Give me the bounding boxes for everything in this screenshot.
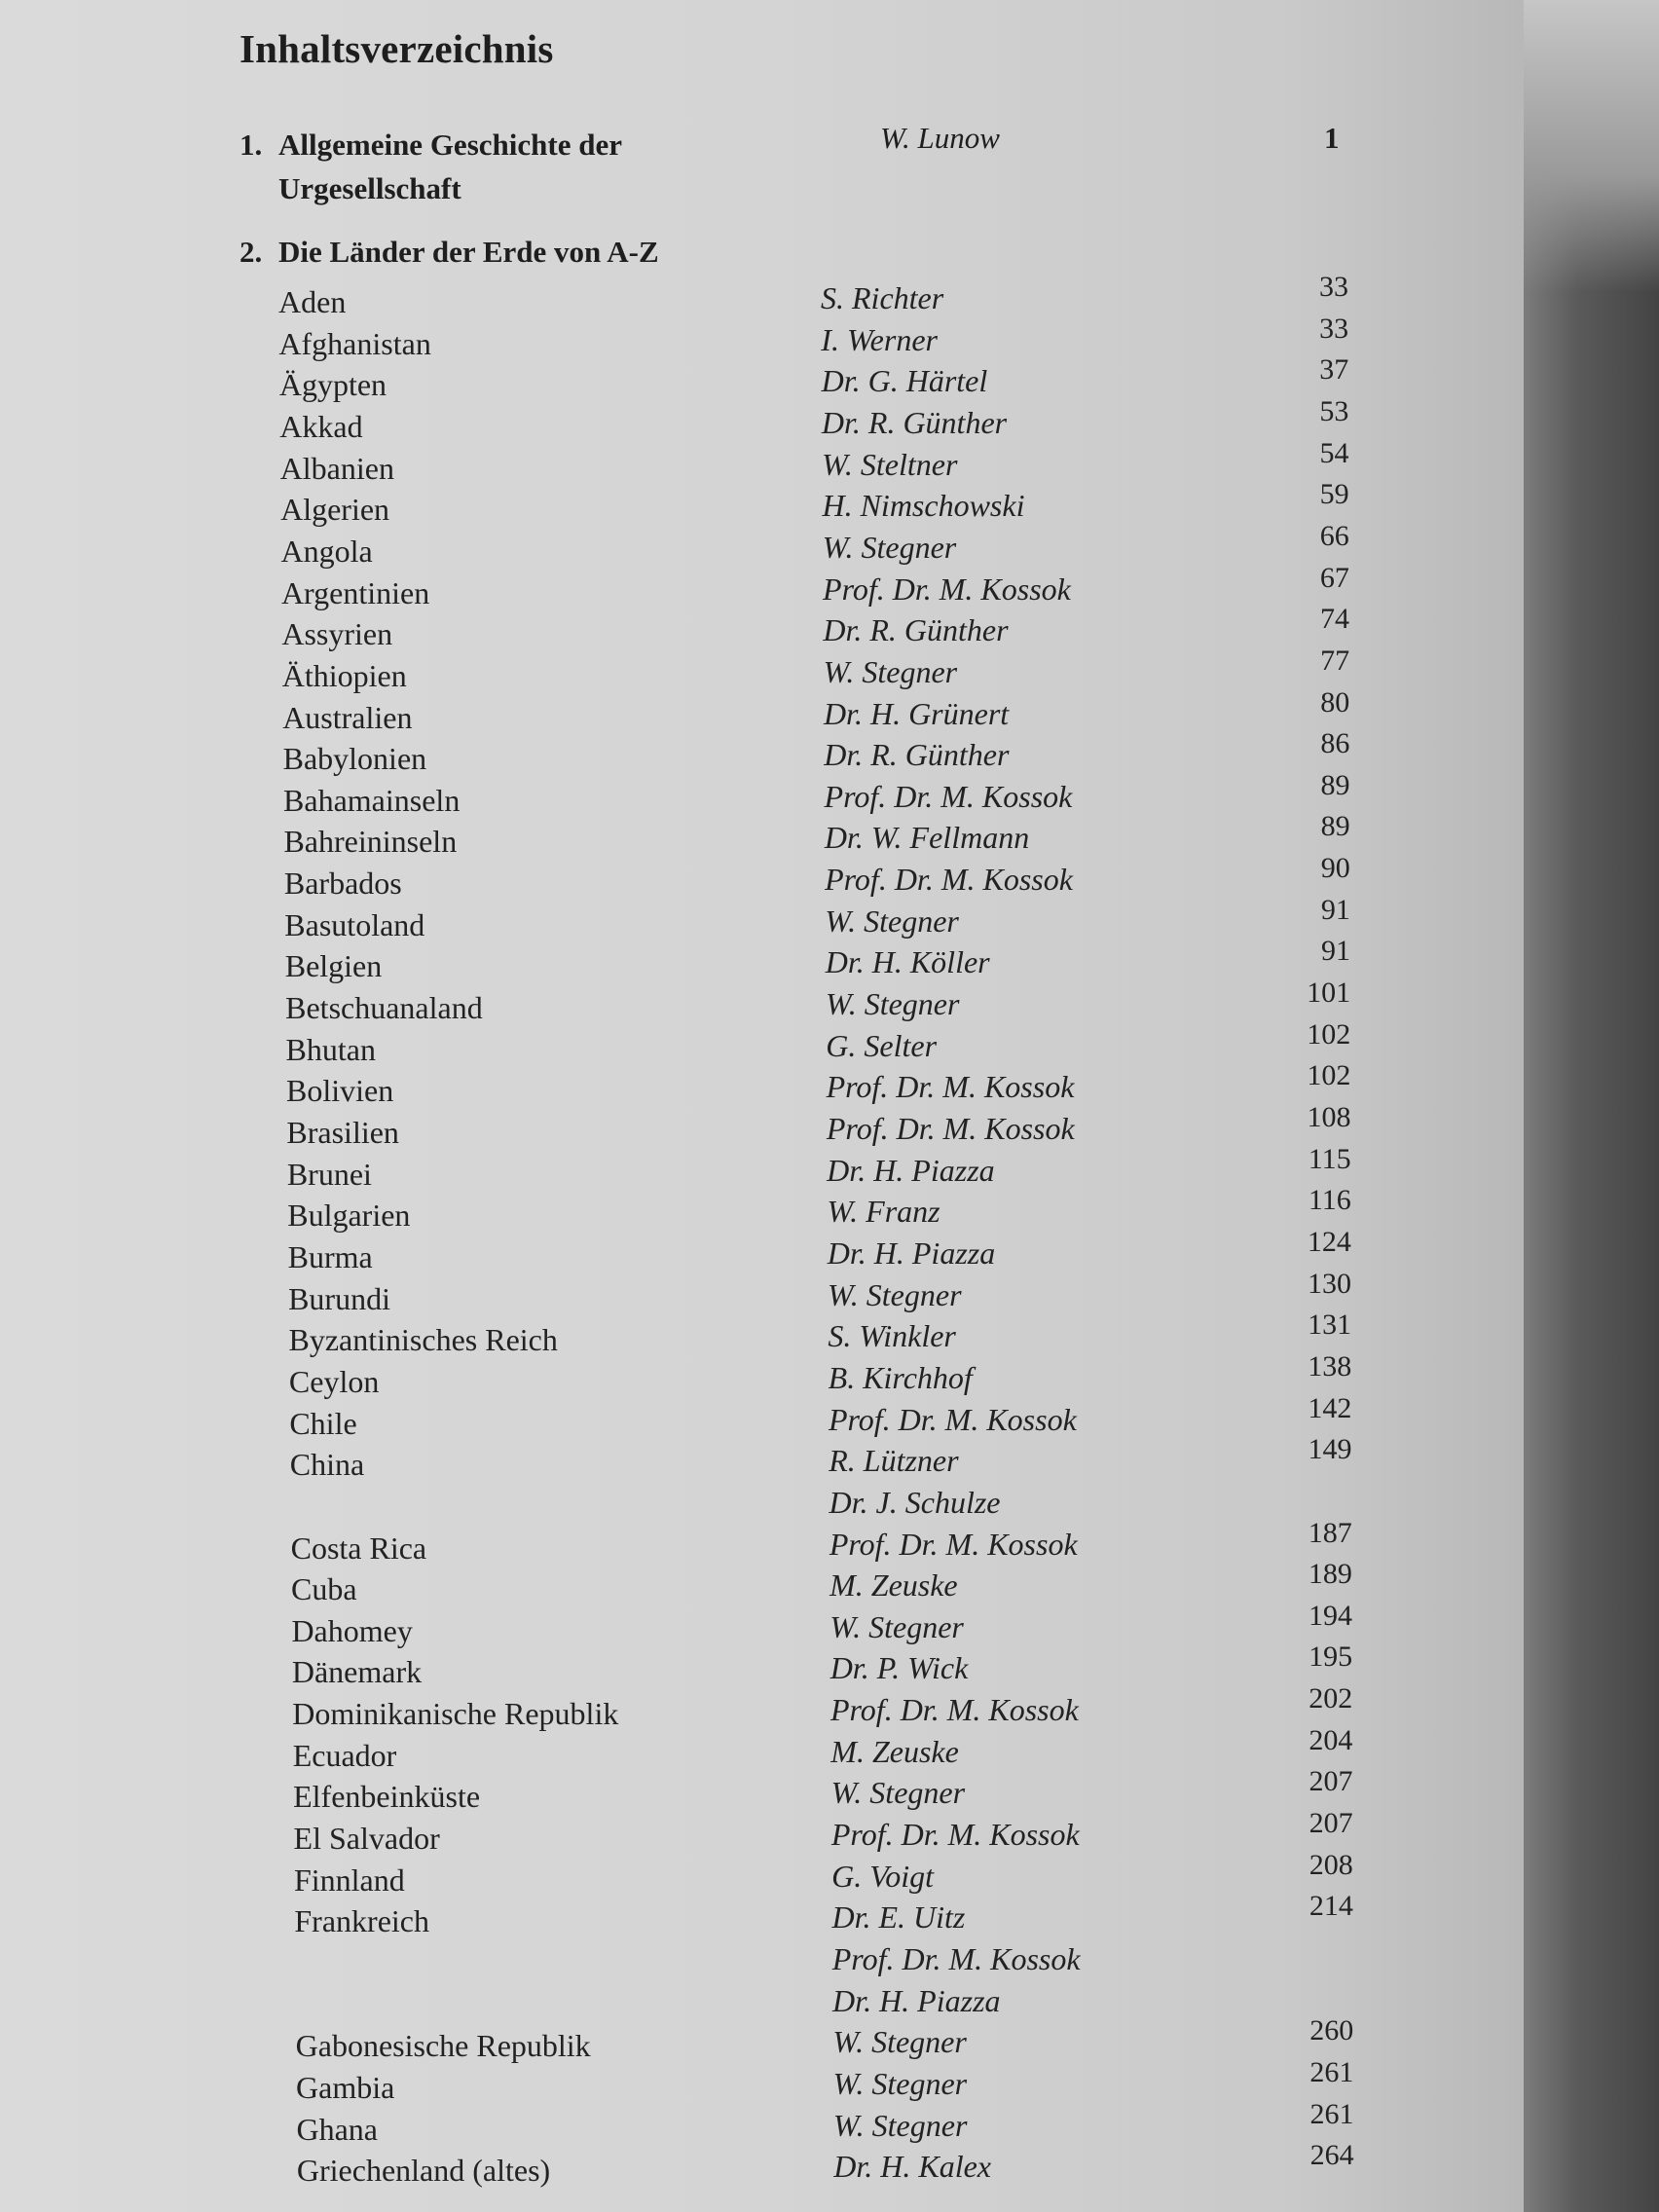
toc-entry-page: 194: [1309, 1599, 1353, 1632]
toc-entry-page: 33: [1319, 271, 1348, 303]
book-spine-highlight: [1524, 0, 1659, 292]
toc-entry-page: 89: [1320, 768, 1350, 801]
toc-entry: [0, 1890, 1524, 1940]
toc-entry-author: Dr. P. Wick: [830, 1650, 969, 1686]
section-1-author: W. Lunow: [880, 121, 1000, 155]
toc-entry-author: M. Zeuske: [830, 1733, 959, 1769]
toc-entry-country: Finnland: [293, 1862, 405, 1898]
toc-entry-country: El Salvador: [293, 1821, 440, 1857]
toc-entry: [0, 1941, 1524, 1982]
toc-entry-page: 74: [1320, 603, 1349, 636]
toc-entry-author: W. Stegner: [828, 1276, 962, 1312]
toc-entry-country: Bahamainseln: [283, 782, 461, 818]
toc-entry-author: R. Lützner: [829, 1443, 959, 1479]
toc-entry-page: 260: [1309, 2014, 1354, 2047]
toc-entry-page: 124: [1307, 1225, 1351, 1258]
toc-entry-page: 207: [1309, 1765, 1353, 1798]
toc-entry-country: Dänemark: [291, 1654, 423, 1690]
toc-entry-page: 130: [1308, 1267, 1352, 1300]
toc-entry-country: China: [289, 1447, 365, 1483]
toc-entry-page: 189: [1308, 1558, 1352, 1591]
toc-entry-country: Gabonesische Republik: [295, 2028, 591, 2064]
section-1-title-line1: Allgemeine Geschichte der: [278, 128, 622, 162]
toc-entry-country: Cuba: [291, 1571, 357, 1607]
toc-entry-author: W. Steltner: [822, 446, 958, 482]
toc-entry-country: Betschuanaland: [285, 990, 483, 1026]
toc-entry-author: Prof. Dr. M. Kossok: [823, 571, 1071, 607]
toc-entry-page: 187: [1308, 1516, 1352, 1549]
toc-entry-page: 142: [1308, 1391, 1352, 1424]
page-title: Inhaltsverzeichnis: [240, 26, 554, 71]
toc-entry-author: Dr. H. Piazza: [827, 1152, 995, 1188]
toc-entry-author: S. Winkler: [828, 1318, 956, 1354]
toc-entry-country: Barbados: [283, 866, 402, 902]
toc-entry-country: Bolivien: [285, 1073, 394, 1109]
toc-entry-country: Äthiopien: [281, 657, 407, 693]
toc-entry-page: 264: [1309, 2139, 1354, 2172]
section-2-title-line1: Die Länder der Erde von A-Z: [278, 235, 659, 269]
toc-entry-page: 207: [1309, 1807, 1353, 1840]
toc-entry-author: W. Stegner: [823, 653, 958, 689]
toc-entry-country: Bulgarien: [287, 1198, 411, 1234]
toc-entry-page: 102: [1307, 1059, 1351, 1092]
section-1-title-line2: Urgesellschaft: [278, 171, 461, 205]
toc-entry-author: Prof. Dr. M. Kossok: [826, 1069, 1075, 1105]
toc-entry-country: Frankreich: [294, 1903, 429, 1939]
toc-entry-page: 149: [1308, 1433, 1352, 1466]
toc-entry-page: 261: [1309, 2097, 1354, 2130]
toc-entry-author: Dr. H. Köller: [825, 944, 990, 980]
toc-entry-author: Prof. Dr. M. Kossok: [830, 1817, 1080, 1853]
toc-entry-page: 90: [1320, 852, 1350, 885]
toc-entry-page: 108: [1307, 1101, 1351, 1133]
toc-entry-country: Basutoland: [284, 906, 425, 942]
toc-entry: [0, 2139, 1524, 2190]
toc-entry-country: Dominikanische Republik: [292, 1696, 619, 1732]
toc-entry-country: Ägypten: [278, 367, 387, 403]
toc-entry-country: Brunei: [286, 1156, 372, 1192]
toc-entry-author: G. Voigt: [831, 1858, 935, 1894]
toc-entry-author: Prof. Dr. M. Kossok: [825, 862, 1073, 898]
toc-entry-page: 208: [1309, 1848, 1353, 1881]
toc-entry-author: I. Werner: [821, 321, 938, 357]
toc-entry-page: 59: [1319, 478, 1349, 511]
toc-entry-page: 116: [1308, 1184, 1351, 1217]
toc-entry-author: S. Richter: [821, 280, 944, 315]
toc-entry-country: Aden: [278, 284, 347, 319]
toc-entry-page: 67: [1319, 561, 1349, 594]
toc-entry-author: Dr. W. Fellmann: [824, 820, 1030, 856]
toc-entry-page: 115: [1308, 1142, 1351, 1175]
toc-entry-author: Prof. Dr. M. Kossok: [828, 1401, 1077, 1437]
toc-entry-page: 138: [1308, 1349, 1352, 1382]
toc-entry-author: W. Stegner: [832, 2107, 968, 2143]
toc-entry-page: 102: [1307, 1017, 1351, 1051]
toc-entry-country: Belgien: [284, 948, 383, 984]
toc-entry-page: 91: [1321, 935, 1351, 968]
toc-entry-country: Costa Rica: [290, 1530, 427, 1566]
section-1-page: 1: [1324, 121, 1340, 155]
toc-entry-country: Babylonien: [282, 741, 427, 777]
toc-entry-author: Prof. Dr. M. Kossok: [830, 1692, 1079, 1728]
toc-entry-author: Dr. E. Uitz: [831, 1899, 966, 1936]
toc-entry-author: Prof. Dr. M. Kossok: [826, 1111, 1075, 1146]
toc-entry-page: 202: [1309, 1682, 1353, 1715]
toc-entry-author: Prof. Dr. M. Kossok: [831, 1941, 1081, 1976]
book-spine-shadow: [1524, 0, 1659, 2212]
toc-entry-country: Byzantinisches Reich: [288, 1322, 558, 1358]
toc-entry: [0, 1433, 1524, 1484]
toc-entry-page: 80: [1320, 685, 1350, 719]
toc-entry-page: 204: [1309, 1723, 1353, 1756]
toc-entry-country: Brasilien: [286, 1115, 399, 1150]
toc-entry-page: 86: [1320, 727, 1350, 760]
toc-entry-author: Dr. R. Günther: [823, 612, 1009, 648]
toc-entry-author: Dr. H. Piazza: [827, 1235, 996, 1271]
toc-entry-author: Prof. Dr. M. Kossok: [824, 778, 1073, 814]
toc-entry-page: 66: [1319, 519, 1349, 552]
toc-entry-country: Burundi: [288, 1280, 390, 1316]
toc-entry-country: Algerien: [280, 492, 390, 528]
toc-entry-page: 101: [1307, 977, 1351, 1010]
toc-entry-country: Albanien: [279, 450, 394, 486]
toc-entry-author: W. Franz: [827, 1194, 940, 1230]
toc-entry-country: Burma: [287, 1238, 373, 1274]
section-2-title: [240, 230, 659, 274]
toc-entry-country: Chile: [289, 1405, 357, 1441]
toc-entry-country: Bahreininseln: [283, 824, 458, 860]
toc-entry-country: Akkad: [279, 408, 363, 444]
toc-entry-author: W. Stegner: [830, 1775, 966, 1811]
toc-entry-country: Argentinien: [280, 574, 430, 610]
toc-entry-author: W. Stegner: [825, 903, 959, 939]
toc-entry-country: Australien: [282, 699, 413, 735]
section-1-title: [240, 123, 622, 210]
toc-entry-page: 89: [1320, 810, 1350, 843]
toc-entry-page: 37: [1319, 353, 1349, 387]
toc-entry-author: Dr. H. Kalex: [833, 2149, 991, 2185]
toc-entry-author: G. Selter: [826, 1027, 938, 1063]
toc-entry-page: 33: [1319, 312, 1349, 345]
toc-entry-author: Dr. G. Härtel: [821, 363, 988, 399]
toc-entry-page: 54: [1319, 436, 1349, 469]
toc-entry-country: Dahomey: [291, 1612, 413, 1648]
toc-entry-page: 77: [1320, 644, 1350, 677]
toc-entry-author: B. Kirchhof: [828, 1359, 973, 1395]
toc-entry-author: Dr. H. Grünert: [823, 695, 1010, 731]
toc-entry-country: Gambia: [296, 2069, 395, 2105]
toc-entry-author: W. Stegner: [832, 2065, 968, 2101]
toc-entry-author: W. Stegner: [832, 2024, 967, 2060]
toc-entry-country: Assyrien: [281, 616, 393, 652]
toc-entry-country: Elfenbeinküste: [293, 1779, 481, 1815]
toc-entry-author: Dr. R. Günther: [821, 404, 1008, 440]
toc-entry-page: 91: [1320, 893, 1350, 926]
toc-entry-author: Dr. H. Piazza: [832, 1982, 1001, 2018]
toc-entry-author: Dr. R. Günther: [824, 737, 1010, 773]
section-1-number: 1.: [240, 128, 263, 162]
toc-entry-page: 53: [1319, 394, 1349, 427]
toc-entry-author: W. Stegner: [830, 1608, 964, 1644]
toc-entry-author: W. Stegner: [822, 529, 957, 565]
toc-entry-country: Bhutan: [285, 1031, 376, 1067]
toc-entry-author: W. Stegner: [825, 986, 960, 1022]
toc-entry-author: H. Nimschowski: [822, 488, 1025, 524]
toc-entry-country: Ecuador: [292, 1737, 397, 1773]
toc-entry-country: Ghana: [296, 2111, 378, 2147]
toc-entry-page: 214: [1309, 1890, 1353, 1923]
toc-entry-page: 195: [1309, 1641, 1353, 1674]
toc-entry-country: Angola: [280, 533, 373, 569]
toc-entry-page: 261: [1309, 2055, 1354, 2088]
section-2-number: 2.: [240, 235, 263, 269]
toc-entry-page: 131: [1308, 1309, 1352, 1342]
toc-entry-country: Afghanistan: [278, 325, 431, 361]
toc-entry-country: Griechenland (altes): [296, 2153, 551, 2189]
toc-entry-author: Dr. J. Schulze: [829, 1484, 1001, 1520]
toc-entry-author: M. Zeuske: [830, 1567, 958, 1604]
toc-entry-country: Ceylon: [288, 1363, 380, 1399]
toc-entry-author: Prof. Dr. M. Kossok: [829, 1526, 1078, 1562]
